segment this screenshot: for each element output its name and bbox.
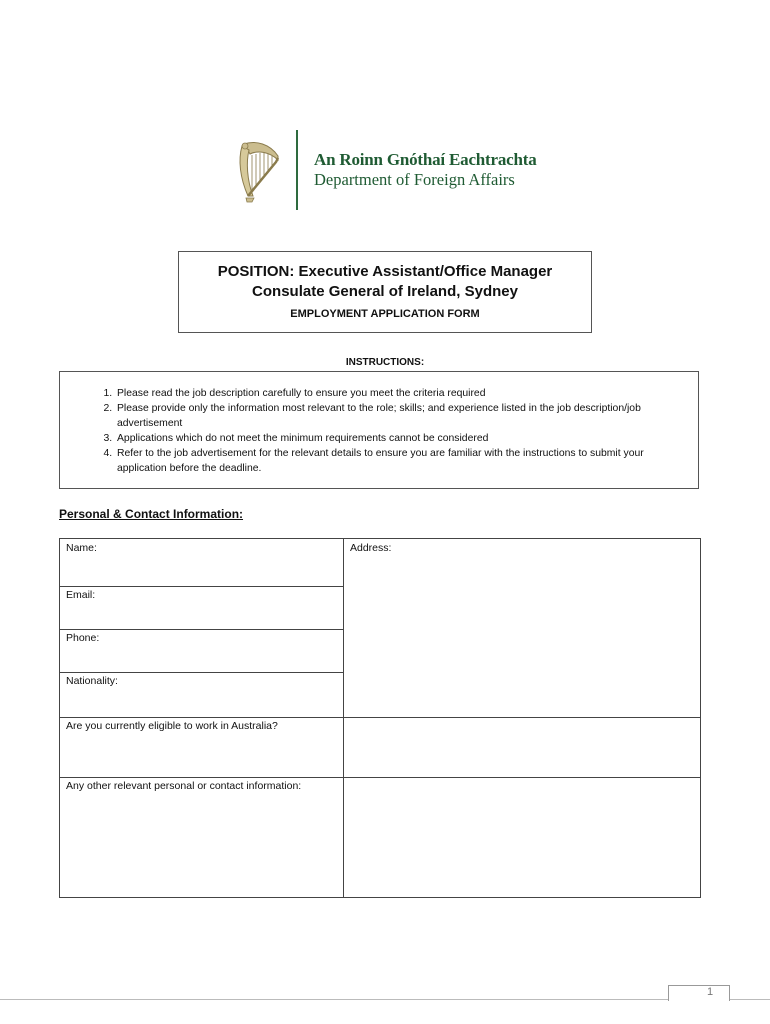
department-english-name: Department of Foreign Affairs: [314, 170, 515, 189]
harp-emblem-icon: [236, 138, 284, 204]
logo-divider: [296, 130, 298, 210]
eligibility-label: Are you currently eligible to work in Australia?: [66, 720, 278, 732]
name-label: Name:: [66, 542, 97, 554]
instruction-item: 1. Please read the job description carefully to ensure you meet the criteria required: [115, 386, 668, 401]
position-location: Consulate General of Ireland, Sydney: [252, 283, 518, 300]
name-field[interactable]: [60, 539, 343, 586]
other-info-label: Any other relevant personal or contact information:: [66, 780, 302, 792]
personal-info-table: [59, 538, 701, 898]
instructions-list: [60, 372, 698, 476]
instructions-heading: INSTRUCTIONS:: [345, 357, 425, 368]
department-irish-name: An Roinn Gnóthaí Eachtrachta: [314, 150, 537, 169]
position-title: POSITION: Executive Assistant/Office Manager: [217, 263, 553, 280]
email-label: Email:: [66, 589, 96, 601]
footer-rule: [0, 999, 770, 1000]
instruction-item: 3. Applications which do not meet the minimum requirements cannot be considered: [115, 431, 668, 446]
other-info-question: [60, 777, 310, 897]
email-field[interactable]: [60, 586, 343, 629]
form-name: EMPLOYMENT APPLICATION FORM: [290, 308, 480, 320]
eligibility-question: [60, 717, 343, 777]
instruction-item: 2. Please provide only the information most relevant to the role; skills; and experience listed in the job description/job advertisement: [115, 401, 668, 431]
instruction-item: 4. Refer to the job advertisement for the relevant details to ensure you are familiar with the instructions to submit your application before the deadline.: [115, 446, 668, 476]
page-number: 1: [706, 986, 714, 998]
department-logo: [236, 130, 536, 210]
phone-field[interactable]: [60, 629, 343, 672]
address-field[interactable]: [344, 539, 700, 717]
nationality-label: Nationality:: [66, 675, 118, 687]
other-info-answer-field[interactable]: [344, 778, 700, 897]
address-label: Address:: [350, 542, 392, 554]
personal-section-heading: Personal & Contact Information:: [59, 507, 244, 521]
nationality-field[interactable]: [60, 672, 343, 717]
position-box: [178, 251, 592, 333]
phone-label: Phone:: [66, 632, 100, 644]
instructions-box: [59, 371, 699, 489]
eligibility-answer-field[interactable]: [344, 718, 700, 777]
